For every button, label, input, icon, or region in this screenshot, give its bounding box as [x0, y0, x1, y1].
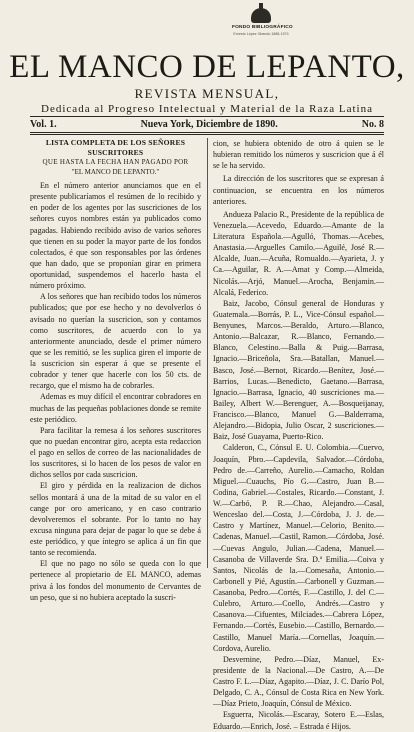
left-paragraph: Ademas es muy difícil el encontrar cobradores en muchas de las pequeñas poblaciones donde se remite este periódico.	[30, 392, 201, 424]
right-paragraph: La dirección de los suscritores que se expresan á continuacion, se encuentra en los números anteriores.	[213, 174, 384, 206]
stamp-line-1: FONDO BIBLIOGRÁFICO	[232, 25, 293, 30]
subscriber-list-c: Calderon, C., Cónsul E. U. Colombia.—Cuervo, Joaquín, Pbro.—Capdevila, Salvador.—Córdoba, Pedro de.—Carreño, Aurelio.—Camacho, Roldan Miguel.—Cuauchs, Pío G.—Castro, Juan B.—Codina, Gabriel.—Costales, Ricardo.—Constant, J. W.—Carbó, P. R.—Chao, Alejandro.—Casal, Wenceslao del.—Costa, J.—Córdoba, J. J. de.—Castro y Martínez, Manuel.—Celorio, Benito.—Cadenas, Manuel.—Castil, Ramon.—Córdoba, José.—Cuevas Angulo, Julian.—Cadena, Manuel.—Casanoba de Villaverde Sra. D.ª Emilia.—Coiva y Santos, Nicolás de la.—Comesaña, Antonio.—Carbonell y Pié, Agustín.—Carbonell y Guzman.—Casanoba, Pedro.—Cortés, F.—Castillo, J. del C.—Culebro, Arturo.—Coello, Andrés.—Castro y Casanova.—Cifuentes, Milciades.—Cabrera López, Fernando.—Cortés, Eusebio.—Castillo, Bernardo.—Castillo, Manuel María.—Cornellas, Joaquín.—Cordova, Aurelio.	[213, 443, 384, 653]
masthead-rule-bottom	[30, 132, 384, 135]
volume-label: Vol. 1.	[30, 119, 57, 130]
left-paragraph: Para facilitar la remesa á los señores suscritores que no puedan encontrar giro, acepta esta redaccion el pago en sellos de correo de las nacionalidades de los suscritores, si lo hacen de los pesos de valor en dichos sellos por cada suscricion.	[30, 425, 201, 480]
subscriber-list-d: Desvernine, Pedro.—Díaz, Manuel, Ex-presidente de la Nacional.—De Castro, A.—De Castro F. L.—Díaz, Agapito.—Díaz, J. C. Darío Pol, Delgado, C. A., Cónsul de Costa Rica en New York.—Díaz Prieto, Joaquín, Cónsul de México.	[213, 654, 384, 709]
right-paragraph: cion, se hubiera obtenido de otro á quien se le hubieran remitido los números y suscricion que á él se le ha servido.	[213, 139, 384, 171]
left-paragraph: A los señores que han recibido todos los números publicados; que por ese hecho y no devolverlos ó avisado no querían la suscricion, son y contamos como suscritores, de acuerdo con lo ya anteriormente anunciado, desde el primer número que se les remitió, se les suplica giren el importe de la suscricion sin esperar á que se presente el cobrador y tener que hacerle con los 50 cts. de recargo, que el mismo ha de cobrarles.	[30, 292, 201, 391]
section-heading: LISTA COMPLETA DE LOS SEÑORES SUSCRITORES	[45, 138, 186, 157]
crown-seal-icon	[251, 8, 271, 23]
section-subheading: QUE HASTA LA FECHA HAN PAGADO POR	[42, 158, 189, 166]
masthead-tagline: Dedicada al Progreso Intelectual y Material de la Raza Latina	[41, 103, 373, 115]
masthead-subtitle: REVISTA MENSUAL,	[134, 86, 280, 101]
issue-number: No. 8	[361, 119, 384, 130]
section-subheading-title: "EL MANCO DE LEPANTO."	[71, 168, 160, 176]
subscriber-list-e: Esguerra, Nicolás.—Escaray, Sotero E.—Eslas, Eduardo.—Enrich, José. – Estrada é Hijos.	[213, 710, 384, 731]
subscriber-list-a: Andueza Palacio R., Presidente de la república de Venezuela.—Acevedo, Eduardo.—Amante de la Literatura Española.—Agulló, Thomas.—Acebes, Anastasia.—Arguelles Camilo.—Aguilé, José R.—Alcalde, Juan.—Acuña, Romualdo.—Ayarieta, J. y Ca.—Aguilar, R. A.—Amat y Comp.—Almeida, Nicolás.—Arjó, Manuel.—Arocha, Benjamin.—Alcalá, Federico.	[213, 209, 384, 297]
left-paragraph: El giro y pérdida en la realizacion de dichos sellos montará á una de la mitad de su valor en el cange por oro americano, y en caso contrario devolveremos el sobrante. Por lo tanto no hay excusa ninguna para dejar de pagar lo que se debe á este periódico, y que íntegro se aplica á un fin que tanto se recomienda.	[30, 481, 201, 558]
library-stamp	[232, 8, 293, 38]
left-paragraph: En el número anterior anunciamos que en el presente publicaríamos el resúmen de lo recibido y en poder de los agentes por las suscriciones de los señores cuyos nombres están ya publicados como pagadas. Habiendo recibido aviso de varios señores que tienen en su poder la mayor parte de los fondos colectados, é que son responsables por las órdenes que han dado, que se proponían girar en primera oportunidad, suspendemos el hacerlo hasta el número próximo.	[30, 181, 201, 291]
masthead-title: EL MANCO DE LEPANTO,	[9, 49, 405, 85]
subscriber-list-b: Baiz, Jacobo, Cónsul general de Honduras y Guatemala.—Borrás, P. L., Vice-Cónsul español.—Benyunes, Marcos.—Beraldo, Arturo.—Blanco, Antonio.—Balcazar, R.—Blanco, Fernando.—Blanco, Celestino.—Balla & Puig.—Barrasa, Ignacio.—Briceñola, Sra.—Batallan, Manuel.—Basco, José.—Bernot, Ricardo.—Benítez, José.—Barrios, Lucas.—Benedicto, Gaetano.—Barrasa, Ignacio.—Barrasa, Ignacio, 40 suscriciones ma.—Bailey, Albert W.—Berenguer, A.—Bosqueijanay, Francisco.—Blanco, Manuel G.—Balderrama, Alejandro.—Bidopia, Julio Oscar, 2 suscriciones.—Baiz, José Guayama, Puerto-Rico.	[213, 298, 384, 442]
masthead-rule-top	[30, 116, 384, 117]
place-date: Nueva York, Diciembre de 1890.	[140, 119, 278, 130]
column-separator	[207, 138, 208, 568]
stamp-line-2: Ernesto López Obando 1886-1974	[233, 32, 289, 36]
right-column	[213, 138, 384, 732]
left-column	[30, 138, 201, 603]
left-paragraph: El que no pago no sólo se queda con lo que pertenece al propietario de EL MANCO, ademas priva á los fondos del monumento de Cervantes de un peso, que si no hubiera aceptado la suscri-	[30, 559, 201, 602]
issue-meta	[30, 119, 384, 130]
